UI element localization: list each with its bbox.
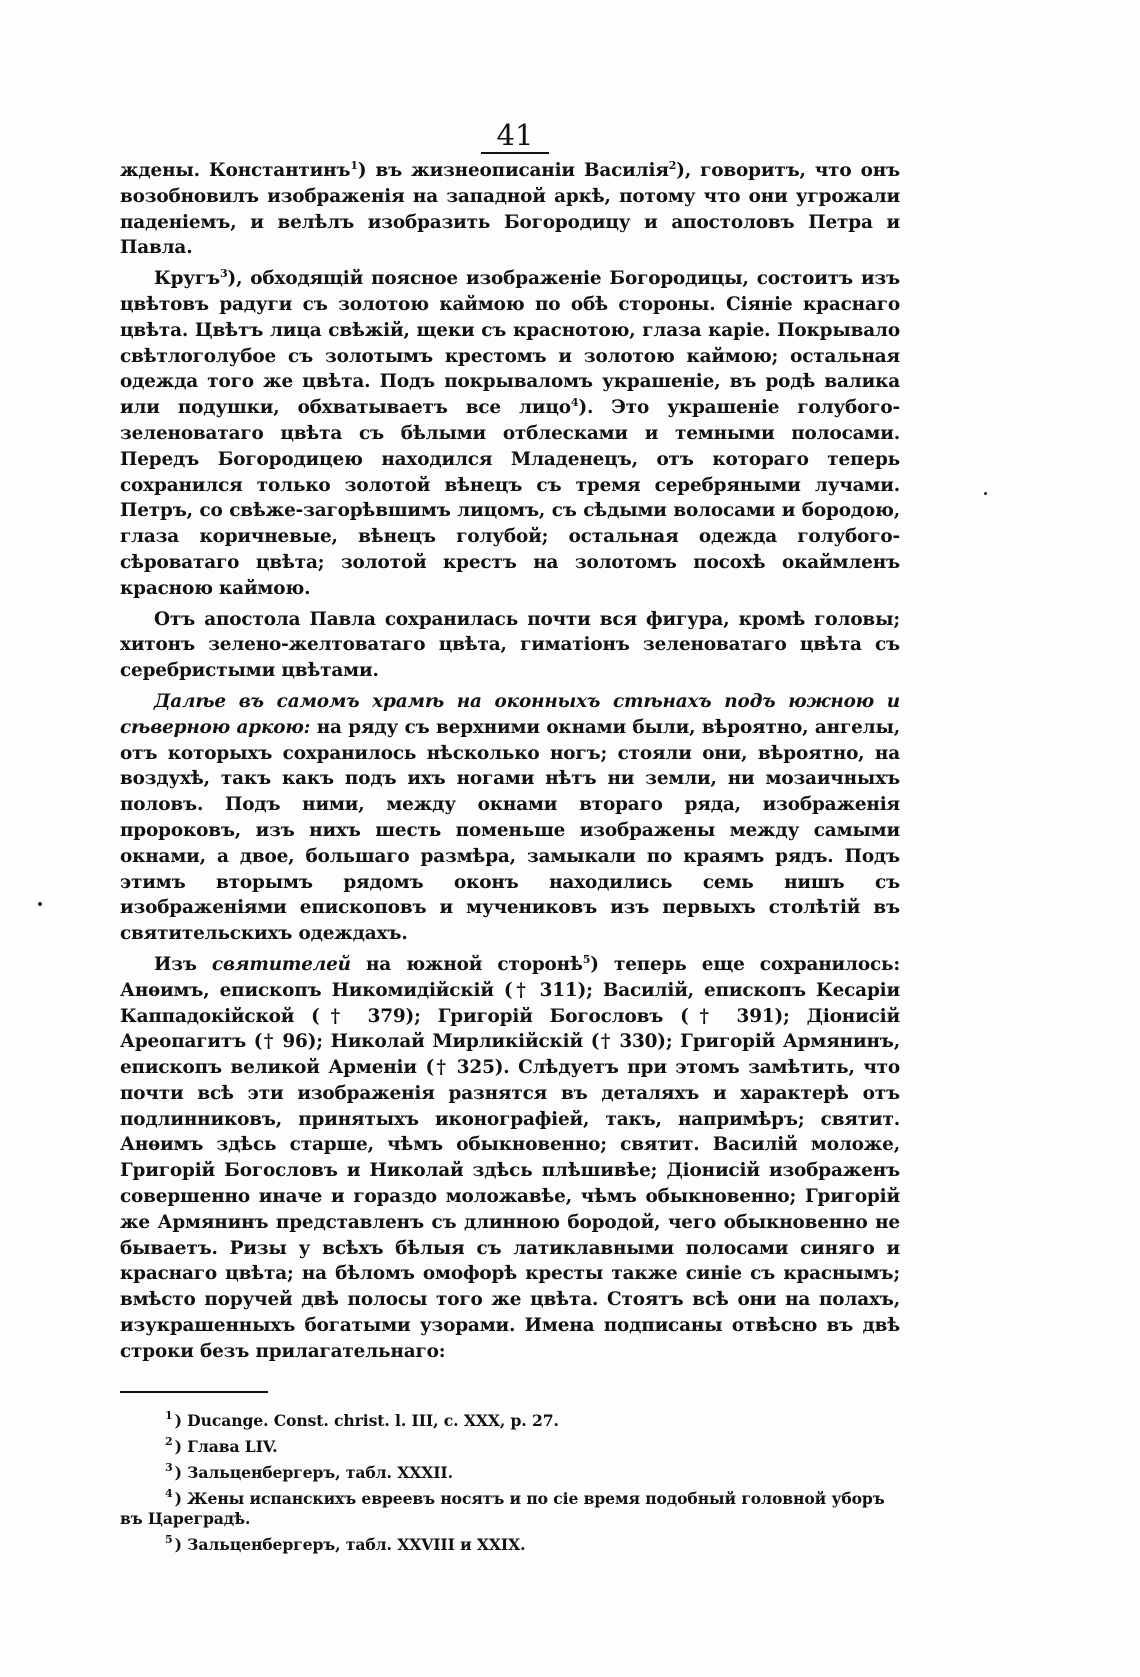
footnote-ref-5: 5 xyxy=(582,952,591,966)
scan-speck xyxy=(984,492,987,495)
footnote-2: $^2$ ) Глава LIV. xyxy=(165,1435,278,1456)
italic-word: святителей xyxy=(211,953,351,975)
footnote-5: $^5$ ) Зальценбергеръ, табл. XXVIII и XXIX. xyxy=(165,1533,526,1554)
footnote-ref-1: 1 xyxy=(350,158,358,172)
footnote-ref-4: 4 xyxy=(570,396,579,410)
footnote-divider xyxy=(120,1391,268,1393)
footnote-3: $^3$ ) Зальценбергеръ, табл. XXXII. xyxy=(165,1461,453,1482)
footnote-ref-2: 2 xyxy=(668,158,677,172)
paragraph-1: ждены. Константинъ$^1$) въ жизнеописаніи Василія$^2$), говоритъ, что онъ возобновилъ изображенія на западной аркѣ, потому что они угрожали паденіемъ, и велѣлъ изобразить Богородицу и апостоловъ Петра и Павла. xyxy=(120,158,901,259)
footnote-1: $^1$ ) Ducange. Const. christ. l. III, c. XXX, p. 27. xyxy=(165,1409,559,1430)
paragraph-2: Кругъ$^3$), обходящій поясное изображеніе Богородицы, состоитъ изъ цвѣтовъ радуги съ золотою каймою по обѣ стороны. Сіяніе краснаго цвѣта. Цвѣтъ лица свѣжій, щеки съ краснотою, глаза каріе. Покрывало свѣтлоголубое съ золотымъ крестомъ и золотою каймою; остальная одежда того же цвѣта. Подъ покрываломъ украшеніе, въ родѣ валика или подушки, обхватываетъ все лицо$^4$). Это украшеніе голубого-зеленоватаго цвѣта съ бѣлыми отблесками и темными полосами. Передъ Богородицею находился Младенецъ, отъ котораго теперь сохранился только золотой вѣнецъ съ тремя серебряными лучами. Петръ, со свѣже-загорѣвшимъ лицомъ, съ сѣдыми волосами и бородою, глаза коричневые, вѣнецъ голубой; остальная одежда голубого-сѣроватаго цвѣта; золотой крестъ на золотомъ посохѣ окаймленъ красною каймою. xyxy=(120,267,900,599)
footnotes xyxy=(120,1411,900,1555)
italic-phrase: Далѣе въ самомъ храмѣ на оконныхъ стѣнахъ подъ южною и сѣверною аркою: xyxy=(120,690,900,738)
paragraph-3: Отъ апостола Павла сохранилась почти вся фигура, кромѣ головы; хитонъ зелено-желтоватаго цвѣта, гиматіонъ зеленоватаго цвѣта съ серебристыми цвѣтами. xyxy=(120,608,900,682)
document-page xyxy=(120,118,900,1561)
scan-speck xyxy=(38,902,42,906)
footnote-4: $^4$ ) Жены испанскихъ евреевъ носятъ и по сіе время подобный головной уборъ въ Цареградѣ. xyxy=(120,1487,885,1528)
paragraph-5: Изъ святителей на южной сторонѣ$^5$) теперь еще сохранилось: Анѳимъ, епископъ Никомидійскій († 311); Василій, епископъ Кесаріи Каппадокійской († 379); Григорій Богословъ († 391); Діонисій Ареопагитъ († 96); Николай Мирликійскій († 330); Григорій Армянинъ, епископъ великой Арменіи († 325). Слѣдуетъ при этомъ замѣтить, что почти всѣ эти изображенія разнятся въ деталяхъ и характерѣ отъ подлинниковъ, принятыхъ иконографіей, такъ, напримѣръ; святит. Анѳимъ здѣсь старше, чѣмъ обыкновенно; святит. Василій моложе, Григорій Богословъ и Николай здѣсь плѣшивѣе; Діонисій изображенъ совершенно иначе и гораздо моложавѣе, чѣмъ обыкновенно; Григорій же Армянинъ представленъ съ длинною бородой, чего обыкновенно не бываетъ. Ризы у всѣхъ бѣлыя съ латиклавными полосами синяго и краснаго цвѣта; на бѣломъ омофорѣ кресты также синіе съ краснымъ; вмѣсто поручей двѣ полосы того же цвѣта. Стоятъ всѣ они на полахъ, изукрашенныхъ богатыми узорами. Имена подписаны отвѣсно въ двѣ строки безъ прилагательнаго: xyxy=(120,952,900,1362)
footnote-ref-3: 3 xyxy=(220,267,228,281)
page-number: 41 xyxy=(120,118,900,154)
paragraph-4: Далѣе въ самомъ храмѣ на оконныхъ стѣнахъ подъ южною и сѣверною аркою: на ряду съ верхними окнами были, вѣроятно, ангелы, отъ которыхъ сохранилось нѣсколько ногъ; стояли они, вѣроятно, на воздухѣ, такъ какъ подъ ихъ ногами нѣтъ ни земли, ни мозаичныхъ половъ. Подъ ними, между окнами втораго ряда, изображенія пророковъ, изъ нихъ шесть поменьше изображены между самыми окнами, а двое, большаго размѣра, замыкали по краямъ рядъ. Подъ этимъ вторымъ рядомъ оконъ находились семь нишъ съ изображеніями епископовъ и мучениковъ изъ первыхъ столѣтій въ святительскихъ одеждахъ. xyxy=(120,690,900,945)
